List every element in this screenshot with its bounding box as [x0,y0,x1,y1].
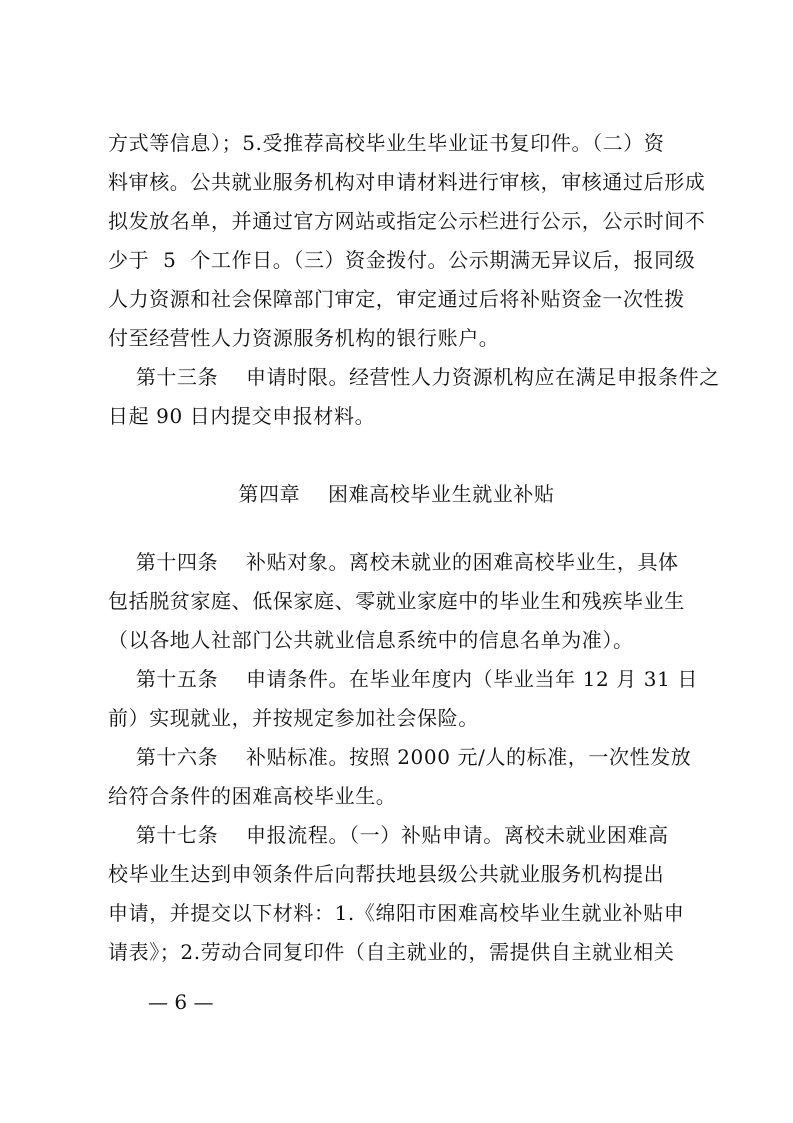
body-line: 人力资源和社会保障部门审定，审定通过后将补贴资金一次性拨 [108,287,685,311]
body-line: 前）实现就业，并按规定参加社会保险。 [108,706,479,730]
body-line: 申请，并提交以下材料：1.《绵阳市困难高校毕业生就业补贴申 [108,901,685,925]
article-16-line: 第十六条 补贴标准。按照 2000 元/人的标准，一次性发放 [108,745,692,769]
article-14-line: 第十四条 补贴对象。离校未就业的困难高校毕业生，具体 [108,550,679,574]
body-line: 给符合条件的困难高校毕业生。 [108,784,397,808]
body-line: 少于 5 个工作日。（三）资金拨付。公示期满无异议后，报同级 [108,248,696,272]
body-line: 请表》；2.劳动合同复印件（自主就业的，需提供自主就业相关 [108,940,675,964]
body-line: 校毕业生达到申领条件后向帮扶地县级公共就业服务机构提出 [108,862,665,886]
body-line: 方式等信息）；5.受推荐高校毕业生毕业证书复印件。（二）资 [108,131,665,155]
body-line: 料审核。公共就业服务机构对申请材料进行审核，审核通过后形成 [108,170,706,194]
article-17-line: 第十七条 申报流程。（一）补贴申请。离校未就业困难高 [108,823,669,847]
article-15-line: 第十五条 申请条件。在毕业年度内（毕业当年 12 月 31 日 [108,667,698,691]
body-line: 付至经营性人力资源服务机构的银行账户。 [108,326,500,350]
chapter-heading: 第四章 困难高校毕业生就业补贴 [238,482,555,506]
article-13-line: 第十三条 申请时限。经营性人力资源机构应在满足申报条件之 [108,365,720,389]
page-number: — 6 — [148,990,214,1014]
body-line: 拟发放名单，并通过官方网站或指定公示栏进行公示，公示时间不 [108,209,706,233]
body-line: 日起 90 日内提交申报材料。 [108,404,376,428]
body-line: 包括脱贫家庭、低保家庭、零就业家庭中的毕业生和残疾毕业生 [108,589,685,613]
body-line: （以各地人社部门公共就业信息系统中的信息名单为准）。 [108,628,634,652]
